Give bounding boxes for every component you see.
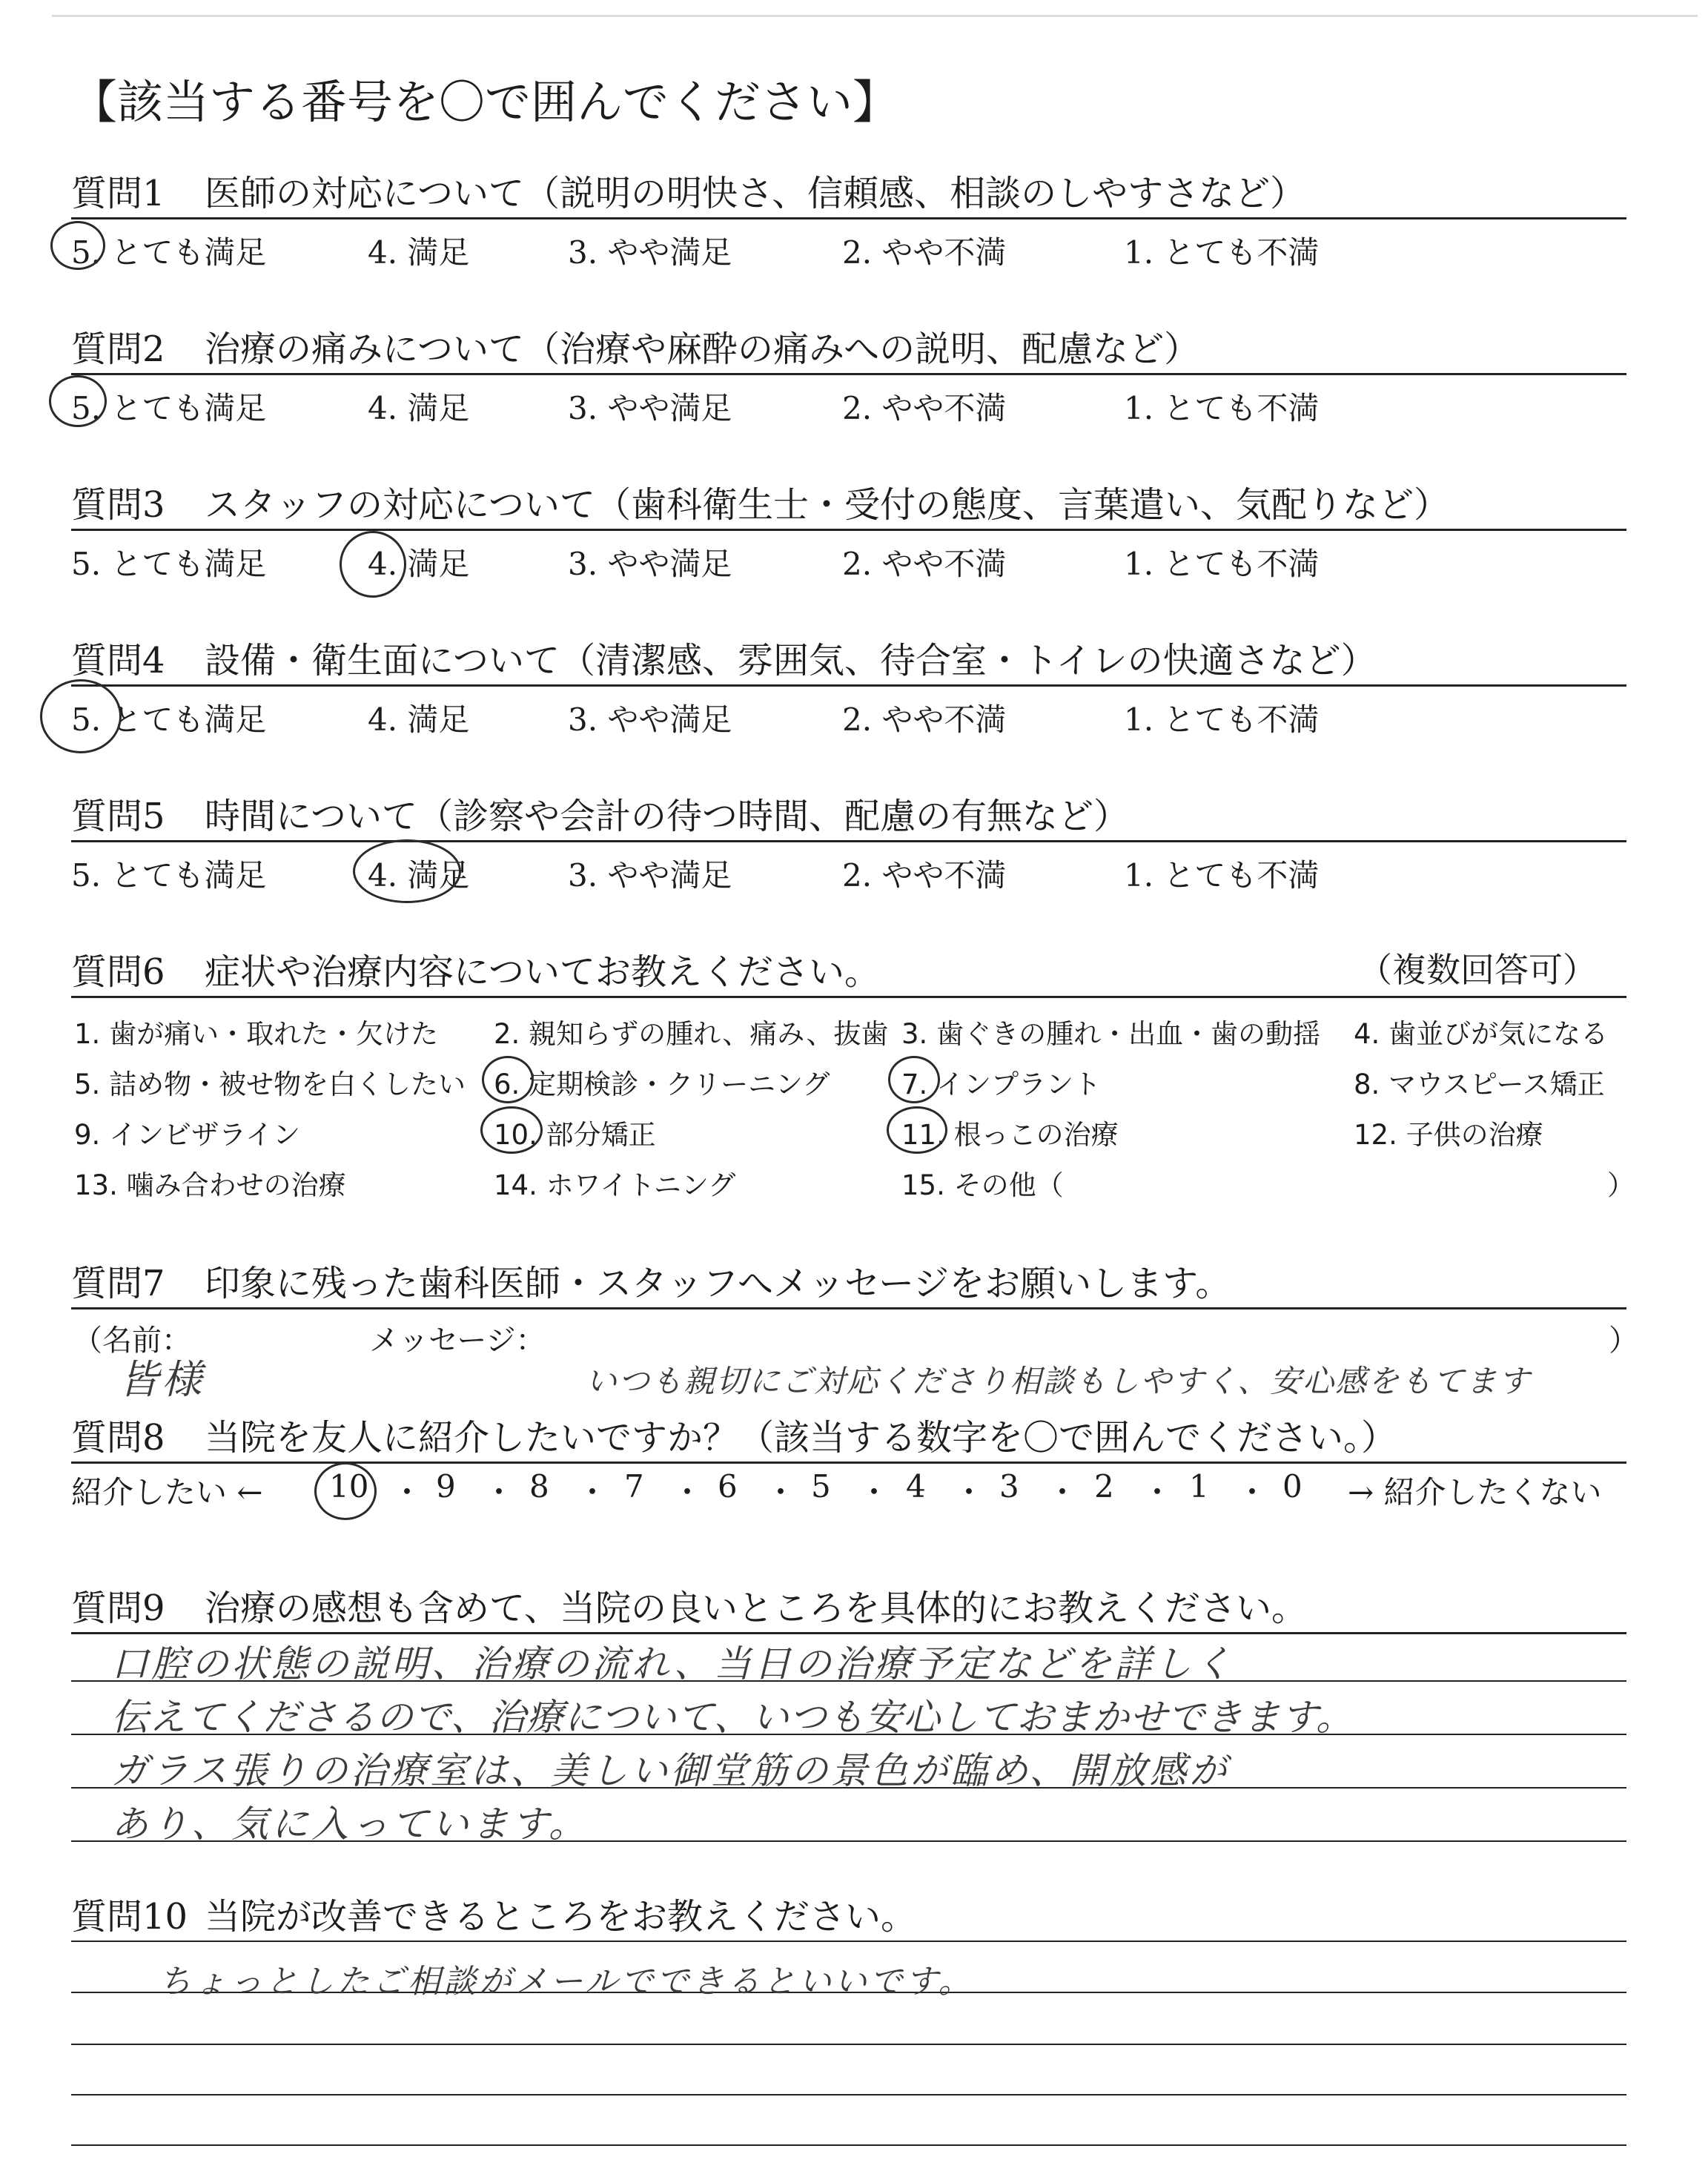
question-text: 当院が改善できるところをお教えください。: [205, 1896, 917, 1938]
q1-selection-circle: [50, 221, 105, 270]
q2-option-2[interactable]: 2. やや不満: [842, 390, 1007, 426]
q1-option-5[interactable]: 5. とても満足: [71, 234, 267, 271]
q3-option-1[interactable]: 1. とても不満: [1124, 546, 1320, 582]
question-text: 時間について（診察や会計の待つ時間、配慮の有無など）: [205, 796, 1130, 837]
multiple-answers-note: （複数回答可）: [1358, 950, 1597, 990]
question-divider: [71, 840, 1626, 842]
question-number: 質問5: [71, 796, 165, 837]
q6-option-9[interactable]: 9. インビザライン: [74, 1119, 300, 1151]
q9-answer-line-2[interactable]: 伝えてくださるので、治療について、いつも安心しておまかせできます。: [111, 1696, 1354, 1739]
q4-selection-circle: [40, 679, 122, 753]
question-number: 質問4: [71, 640, 165, 681]
scale-0[interactable]: 0: [1282, 1468, 1302, 1505]
scale-3[interactable]: 3: [999, 1468, 1019, 1505]
question-divider: [71, 373, 1626, 375]
scale-dot: ・: [672, 1474, 704, 1510]
q3-option-2[interactable]: 2. やや不満: [842, 546, 1007, 582]
scale-dot: ・: [391, 1474, 423, 1510]
q4-option-1[interactable]: 1. とても不満: [1124, 701, 1320, 738]
q8-selection-circle: [314, 1462, 377, 1520]
question-1-heading: [71, 165, 1305, 216]
recommend-right-label: → 紹介したくない: [1348, 1474, 1602, 1510]
q4-option-5[interactable]: 5. とても満足: [71, 701, 267, 738]
q2-option-3[interactable]: 3. やや満足: [568, 390, 732, 426]
question-number: 質問7: [71, 1263, 165, 1304]
q3-option-4[interactable]: 4. 満足: [368, 546, 470, 582]
scale-1[interactable]: 1: [1189, 1468, 1209, 1505]
question-divider: [71, 996, 1626, 998]
recommend-left-label: 紹介したい ←: [71, 1474, 263, 1510]
q6-option-3[interactable]: 3. 歯ぐきの腫れ・出血・歯の動揺: [901, 1018, 1321, 1050]
q5-option-5[interactable]: 5. とても満足: [71, 857, 267, 894]
name-label: （名前：: [73, 1324, 191, 1358]
q6-option-10[interactable]: 10. 部分矯正: [494, 1119, 656, 1151]
q6-option-1[interactable]: 1. 歯が痛い・取れた・欠けた: [74, 1018, 439, 1050]
answer-line: [71, 2044, 1626, 2045]
page-title: 【該当する番号を〇で囲んでください】: [71, 75, 899, 129]
question-number: 質問8: [71, 1417, 165, 1459]
question-text: 症状や治療内容についてお教えください。: [205, 951, 881, 993]
answer-line: [71, 2094, 1626, 2095]
message-answer[interactable]: いつも親切にご対応くださり相談もしやすく、安心感をもてます: [586, 1363, 1532, 1399]
q5-option-1[interactable]: 1. とても不満: [1124, 857, 1320, 894]
q9-answer-line-3[interactable]: ガラス張りの治療室は、美しい御堂筋の景色が臨め、開放感が: [111, 1749, 1230, 1792]
scan-top-edge: [52, 15, 1698, 17]
q2-selection-circle: [49, 375, 107, 427]
q9-answer-line-1[interactable]: 口腔の状態の説明、治療の流れ、当日の治療予定などを詳しく: [111, 1642, 1234, 1685]
q6-option-8[interactable]: 8. マウスピース矯正: [1354, 1069, 1605, 1100]
question-text: 当院を友人に紹介したいですか？（該当する数字を〇で囲んでください。）: [205, 1417, 1397, 1459]
question-divider: [71, 1462, 1626, 1464]
q6-option-7-circle: [888, 1056, 940, 1103]
message-close-paren: ）: [1609, 1324, 1638, 1358]
q6-option-15[interactable]: 15. その他（: [901, 1169, 1064, 1201]
q10-answer[interactable]: ちょっとしたご相談がメールでできるといいです。: [159, 1963, 974, 2001]
q5-selection-circle: [353, 839, 461, 903]
q3-selection-circle: [340, 531, 406, 598]
q2-option-1[interactable]: 1. とても不満: [1124, 390, 1320, 426]
q1-option-1[interactable]: 1. とても不満: [1124, 234, 1320, 271]
q6-option-10-circle: [480, 1106, 543, 1154]
scale-dot: ・: [765, 1474, 797, 1510]
scale-8[interactable]: 8: [529, 1468, 549, 1505]
q6-option-14[interactable]: 14. ホワイトニング: [494, 1169, 736, 1201]
question-6-heading: [71, 943, 880, 994]
q6-option-15-close-paren: ）: [1607, 1169, 1635, 1201]
question-number: 質問6: [71, 951, 165, 993]
q6-option-5[interactable]: 5. 詰め物・被せ物を白くしたい: [74, 1069, 466, 1100]
q5-option-4[interactable]: 4. 満足: [368, 857, 470, 894]
question-text: 印象に残った歯科医師・スタッフへメッセージをお願いします。: [205, 1263, 1231, 1304]
question-text: 治療の痛みについて（治療や麻酔の痛みへの説明、配慮など）: [205, 328, 1200, 370]
q4-option-2[interactable]: 2. やや不満: [842, 701, 1007, 738]
q6-option-11[interactable]: 11. 根っこの治療: [901, 1119, 1119, 1151]
scale-dot: ・: [858, 1474, 890, 1510]
question-divider: [71, 1941, 1626, 1942]
q6-option-12[interactable]: 12. 子供の治療: [1354, 1119, 1543, 1151]
scale-dot: ・: [577, 1474, 609, 1510]
scale-dot: ・: [953, 1474, 985, 1510]
question-divider: [71, 529, 1626, 531]
scale-2[interactable]: 2: [1094, 1468, 1114, 1505]
scale-6[interactable]: 6: [718, 1468, 738, 1505]
question-number: 質問2: [71, 328, 165, 370]
q6-option-6-circle: [482, 1056, 534, 1103]
q6-option-7[interactable]: 7. インプラント: [901, 1069, 1102, 1100]
question-7-heading: [71, 1255, 1231, 1306]
question-5-heading: [71, 787, 1129, 839]
q6-option-2[interactable]: 2. 親知らずの腫れ、痛み、抜歯: [494, 1018, 889, 1050]
q3-option-5[interactable]: 5. とても満足: [71, 546, 267, 582]
scale-dot: ・: [1142, 1474, 1174, 1510]
question-8-heading: [71, 1409, 1397, 1460]
scale-dot: ・: [1047, 1474, 1079, 1510]
q2-option-4[interactable]: 4. 満足: [368, 390, 470, 426]
q9-answer-line-4[interactable]: あり、気に入っています。: [111, 1803, 589, 1846]
question-3-heading: [71, 476, 1449, 527]
question-text: スタッフの対応について（歯科衛生士・受付の態度、言葉遣い、気配りなど）: [205, 484, 1450, 526]
q4-option-3[interactable]: 3. やや満足: [568, 701, 732, 738]
question-divider: [71, 1307, 1626, 1309]
name-answer[interactable]: 皆様: [119, 1356, 205, 1403]
question-text: 治療の感想も含めて、当院の良いところを具体的にお教えください。: [205, 1588, 1308, 1629]
scale-5[interactable]: 5: [811, 1468, 831, 1505]
q5-option-3[interactable]: 3. やや満足: [568, 857, 732, 894]
q5-option-2[interactable]: 2. やや不満: [842, 857, 1007, 894]
q3-option-3[interactable]: 3. やや満足: [568, 546, 732, 582]
question-4-heading: [71, 632, 1377, 683]
q1-option-4[interactable]: 4. 満足: [368, 234, 470, 271]
q4-option-4[interactable]: 4. 満足: [368, 701, 470, 738]
q1-option-3[interactable]: 3. やや満足: [568, 234, 732, 271]
scale-10[interactable]: 10: [329, 1468, 369, 1505]
scale-dot: ・: [483, 1474, 515, 1510]
scale-9[interactable]: 9: [436, 1468, 456, 1505]
question-number: 質問3: [71, 484, 165, 526]
q6-option-4[interactable]: 4. 歯並びが気になる: [1354, 1018, 1609, 1050]
scale-4[interactable]: 4: [906, 1468, 926, 1505]
message-label: メッセージ：: [369, 1324, 546, 1358]
question-number: 質問9: [71, 1588, 165, 1629]
question-10-heading: [71, 1888, 916, 1939]
question-text: 医師の対応について（説明の明快さ、信頼感、相談のしやすさなど）: [205, 173, 1306, 214]
scale-dot: ・: [1237, 1474, 1268, 1510]
q6-option-11-circle: [887, 1106, 947, 1154]
question-2-heading: [71, 320, 1199, 371]
question-9-heading: [71, 1579, 1307, 1631]
question-divider: [71, 684, 1626, 687]
answer-line: [71, 2144, 1626, 2146]
q6-option-13[interactable]: 13. 噛み合わせの治療: [74, 1169, 346, 1201]
question-divider: [71, 217, 1626, 219]
question-number: 質問10: [71, 1896, 188, 1938]
q2-option-5[interactable]: 5. とても満足: [71, 390, 267, 426]
q1-option-2[interactable]: 2. やや不満: [842, 234, 1007, 271]
question-number: 質問1: [71, 173, 165, 214]
q6-option-6[interactable]: 6. 定期検診・クリーニング: [494, 1069, 830, 1100]
question-text: 設備・衛生面について（清潔感、雰囲気、待合室・トイレの快適さなど）: [205, 640, 1377, 681]
scale-7[interactable]: 7: [624, 1468, 644, 1505]
